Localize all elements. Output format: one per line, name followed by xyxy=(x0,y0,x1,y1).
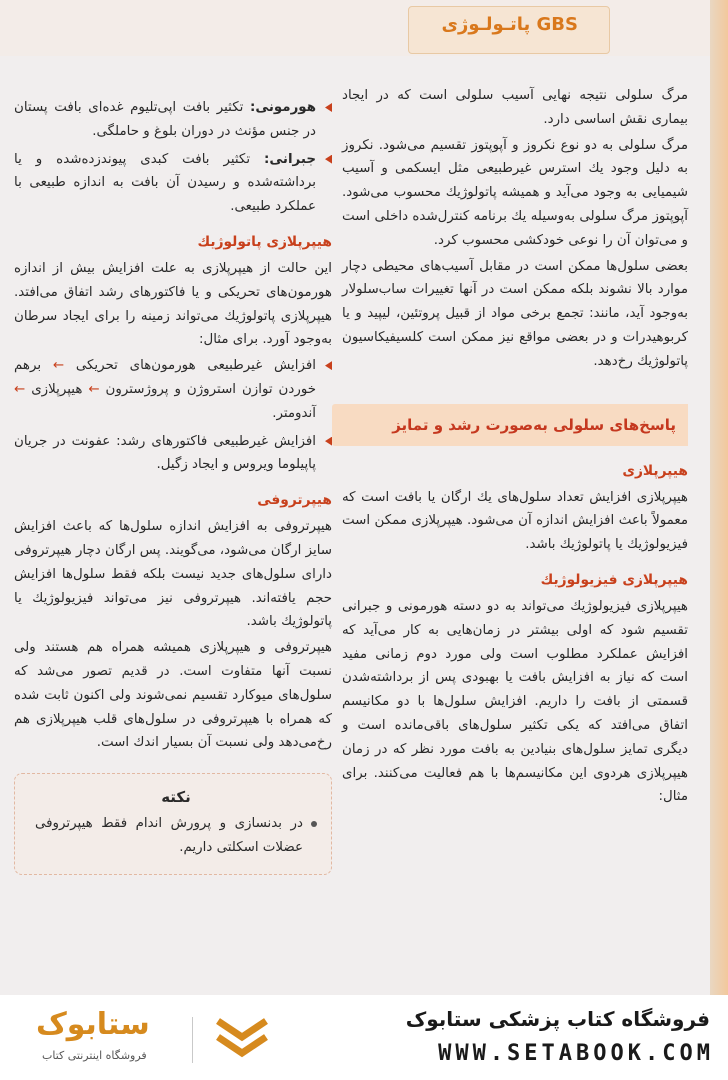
bullet-compensatory xyxy=(14,148,332,219)
bullet-arrow-icon xyxy=(325,361,332,370)
note-box xyxy=(14,773,332,875)
note-title: نکته xyxy=(161,788,191,807)
chevron-logo-icon xyxy=(212,1015,272,1059)
website-link[interactable]: WWW.SETABOOK.COM xyxy=(438,1041,714,1066)
bullet-text: هیپرپلازی xyxy=(31,381,83,397)
note-text xyxy=(35,812,317,860)
paragraph-subcellular-changes: بعضی سلول‌ها ممکن است در مقابل آسیب‌های محیطی دچار موارد بالا نشوند بلکه ممکن است در آنها تغییرات ساب‌سلولار به‌وجود آید، مانند: تجمع برخی مواد از قبیل پروتئین، لیپید و یا کربوهیدرات و در بعضی مواقع نیز ممکن است کلسیفیکاسیون پاتولوژیك رخ‌دهد. xyxy=(342,258,688,369)
heading-hyperplasia: هیپرپلازی xyxy=(622,462,688,479)
bullet-text: تکثیر بافت اپی‌تلیوم غده‌ای بافت پستان در جنس مؤنث در دوران بلوغ و حاملگی. xyxy=(14,100,316,139)
page-edge-strip xyxy=(710,0,728,995)
bullet-dot-icon xyxy=(311,821,317,827)
bullet-growth-factors xyxy=(14,430,332,478)
shop-footer xyxy=(0,995,728,1080)
paragraph-hypertrophy-2: هیپرتروفی و هیپرپلازی همیشه همراه هم هستند ولی نسبت آنها متفاوت است. در قدیم تصور می‌شد که سلول‌های میوکارد تقسیم نمی‌شوند ولی اکنون ثابت شده که همراه با هیپرتروفی در سلول‌های قلب هیپرپلازی هم رخ‌می‌دهد ولی نسبت آن بسیار اندك است. xyxy=(14,640,332,751)
bullet-text: تکثیر بافت کبدی پیوندزده‌شده و یا برداشته‌شده و رسیدن آن بافت به اندازه طبیعی با عملکرد طبیعی. xyxy=(14,151,316,215)
bullet-label: هورمونی: xyxy=(249,100,316,115)
left-column xyxy=(14,96,332,875)
paragraph-cell-death: مرگ سلولی نتیجه نهایی آسیب سلولی است که در ایجاد بیماری نقش اساسی دارد. xyxy=(342,88,688,127)
bullet-text: افزایش غیرطبیعی هورمون‌های تحریکی xyxy=(75,358,316,374)
logo-divider xyxy=(192,1017,193,1063)
right-column xyxy=(342,84,688,811)
left-arrow-icon: ← xyxy=(14,381,26,397)
logo-wordmark: ستابوک xyxy=(36,1007,150,1042)
shop-name: فروشگاه کتاب پزشکی ستابوک xyxy=(405,1007,710,1031)
bullet-arrow-icon xyxy=(325,437,332,446)
page-header xyxy=(0,0,728,56)
bullet-text: افزایش غیرطبیعی فاکتورهای رشد: عفونت در جریان پاپیلوما ویروس و ایجاد زگیل. xyxy=(14,433,316,473)
bullet-label: جبرانی: xyxy=(264,151,316,167)
paragraph-pathologic-hyperplasia: این حالت از هیپرپلازی به علت افزایش بیش از اندازه هورمون‌های تحریکی و یا فاکتورهای رشد اتفاق می‌افتد. هیپرپلازی پاتولوژیك می‌تواند زمینه را برای ایجاد سرطان به‌وجود آورد. برای مثال: xyxy=(14,260,332,348)
logo-tagline: فروشگاه اینترنتی کتاب xyxy=(42,1049,147,1062)
shop-logo[interactable] xyxy=(24,1003,294,1073)
page-title: GBS پاتـولـوژی xyxy=(441,14,578,35)
left-arrow-icon: ← xyxy=(52,358,65,374)
heading-pathologic-hyperplasia: هیپرپلازی پاتولوژیك xyxy=(197,233,332,250)
heading-hypertrophy: هیپرتروفی xyxy=(257,492,332,509)
paragraph-necrosis-apoptosis: مرگ سلولی به دو نوع نکروز و آپوپتوز تقسیم می‌شود. نکروز به دلیل وجود یك استرس غیرطبیعی مثل ایسکمی و آسیب شیمیایی به وجود می‌آید و همیشه پاتولوژیك محسوب می‌شود. آپوپتوز مرگ سلولی به‌وسیله یك برنامه کنترل‌شده داخلی است و می‌توان آن را نوعی خودکشی محسوب کرد. xyxy=(342,137,688,248)
bullet-hormone-excess xyxy=(14,354,332,425)
bullet-text: برهم خوردن توازن استروژن و پروژسترون xyxy=(14,358,317,397)
left-arrow-icon: ← xyxy=(88,381,100,397)
paragraph-hypertrophy-1: هیپرتروفی به افزایش اندازه سلول‌ها که باعث افزایش سایز ارگان می‌شود، می‌گویند. پس ارگان دچار هیپرتروفی دارای سلول‌های جدید نیست بلکه فقط سلول‌ها افزایش حجم یافته‌اند. هیپرتروفی نیز می‌تواند فیزیولوژیك یا پاتولوژیك باشد. xyxy=(14,519,332,630)
bullet-hormonal xyxy=(14,96,332,144)
bullet-text: آندومتر. xyxy=(272,405,316,421)
paragraph-hyperplasia: هیپرپلازی افزایش تعداد سلول‌های یك ارگان یا بافت است که معمولاً باعث افزایش اندازه آن می‌شود. هیپرپلازی ممکن است فیزیولوژیك یا پاتولوژیك باشد. xyxy=(342,489,688,553)
bullet-arrow-icon xyxy=(325,103,332,112)
note-body: در بدنسازی و پرورش اندام فقط هیپرتروفی عضلات اسکلتی داریم. xyxy=(35,816,303,856)
paragraph-physiologic-hyperplasia: هیپرپلازی فیزیولوژیك می‌تواند به دو دسته هورمونی و جبرانی تقسیم شود که اولی بیشتر در زمان‌هایی به کار می‌آید که افزایش عملکرد مطلوب است ولی مورد دوم زمانی مفید است که نیاز به افزایش بافت یا بهبودی پس از برداشته‌شدن قسمتی از بافت را داریم. افزایش سلول‌ها با دو مکانیسم اتفاق می‌افتد که یکی تکثیر سلول‌های باقی‌مانده است و دیگری تمایز سلول‌های بنیادین به بافت مورد نظر که در زمان هیپرپلازی هردوی این مکانیسم‌ها با هم فعالیت می‌کنند. برای مثال: xyxy=(342,598,688,805)
section-banner: پاسخ‌های سلولی به‌صورت رشد و تمایز xyxy=(332,404,688,446)
bullet-arrow-icon xyxy=(325,155,332,164)
heading-physiologic-hyperplasia: هیپرپلازی فیزیولوژیك xyxy=(540,571,688,588)
